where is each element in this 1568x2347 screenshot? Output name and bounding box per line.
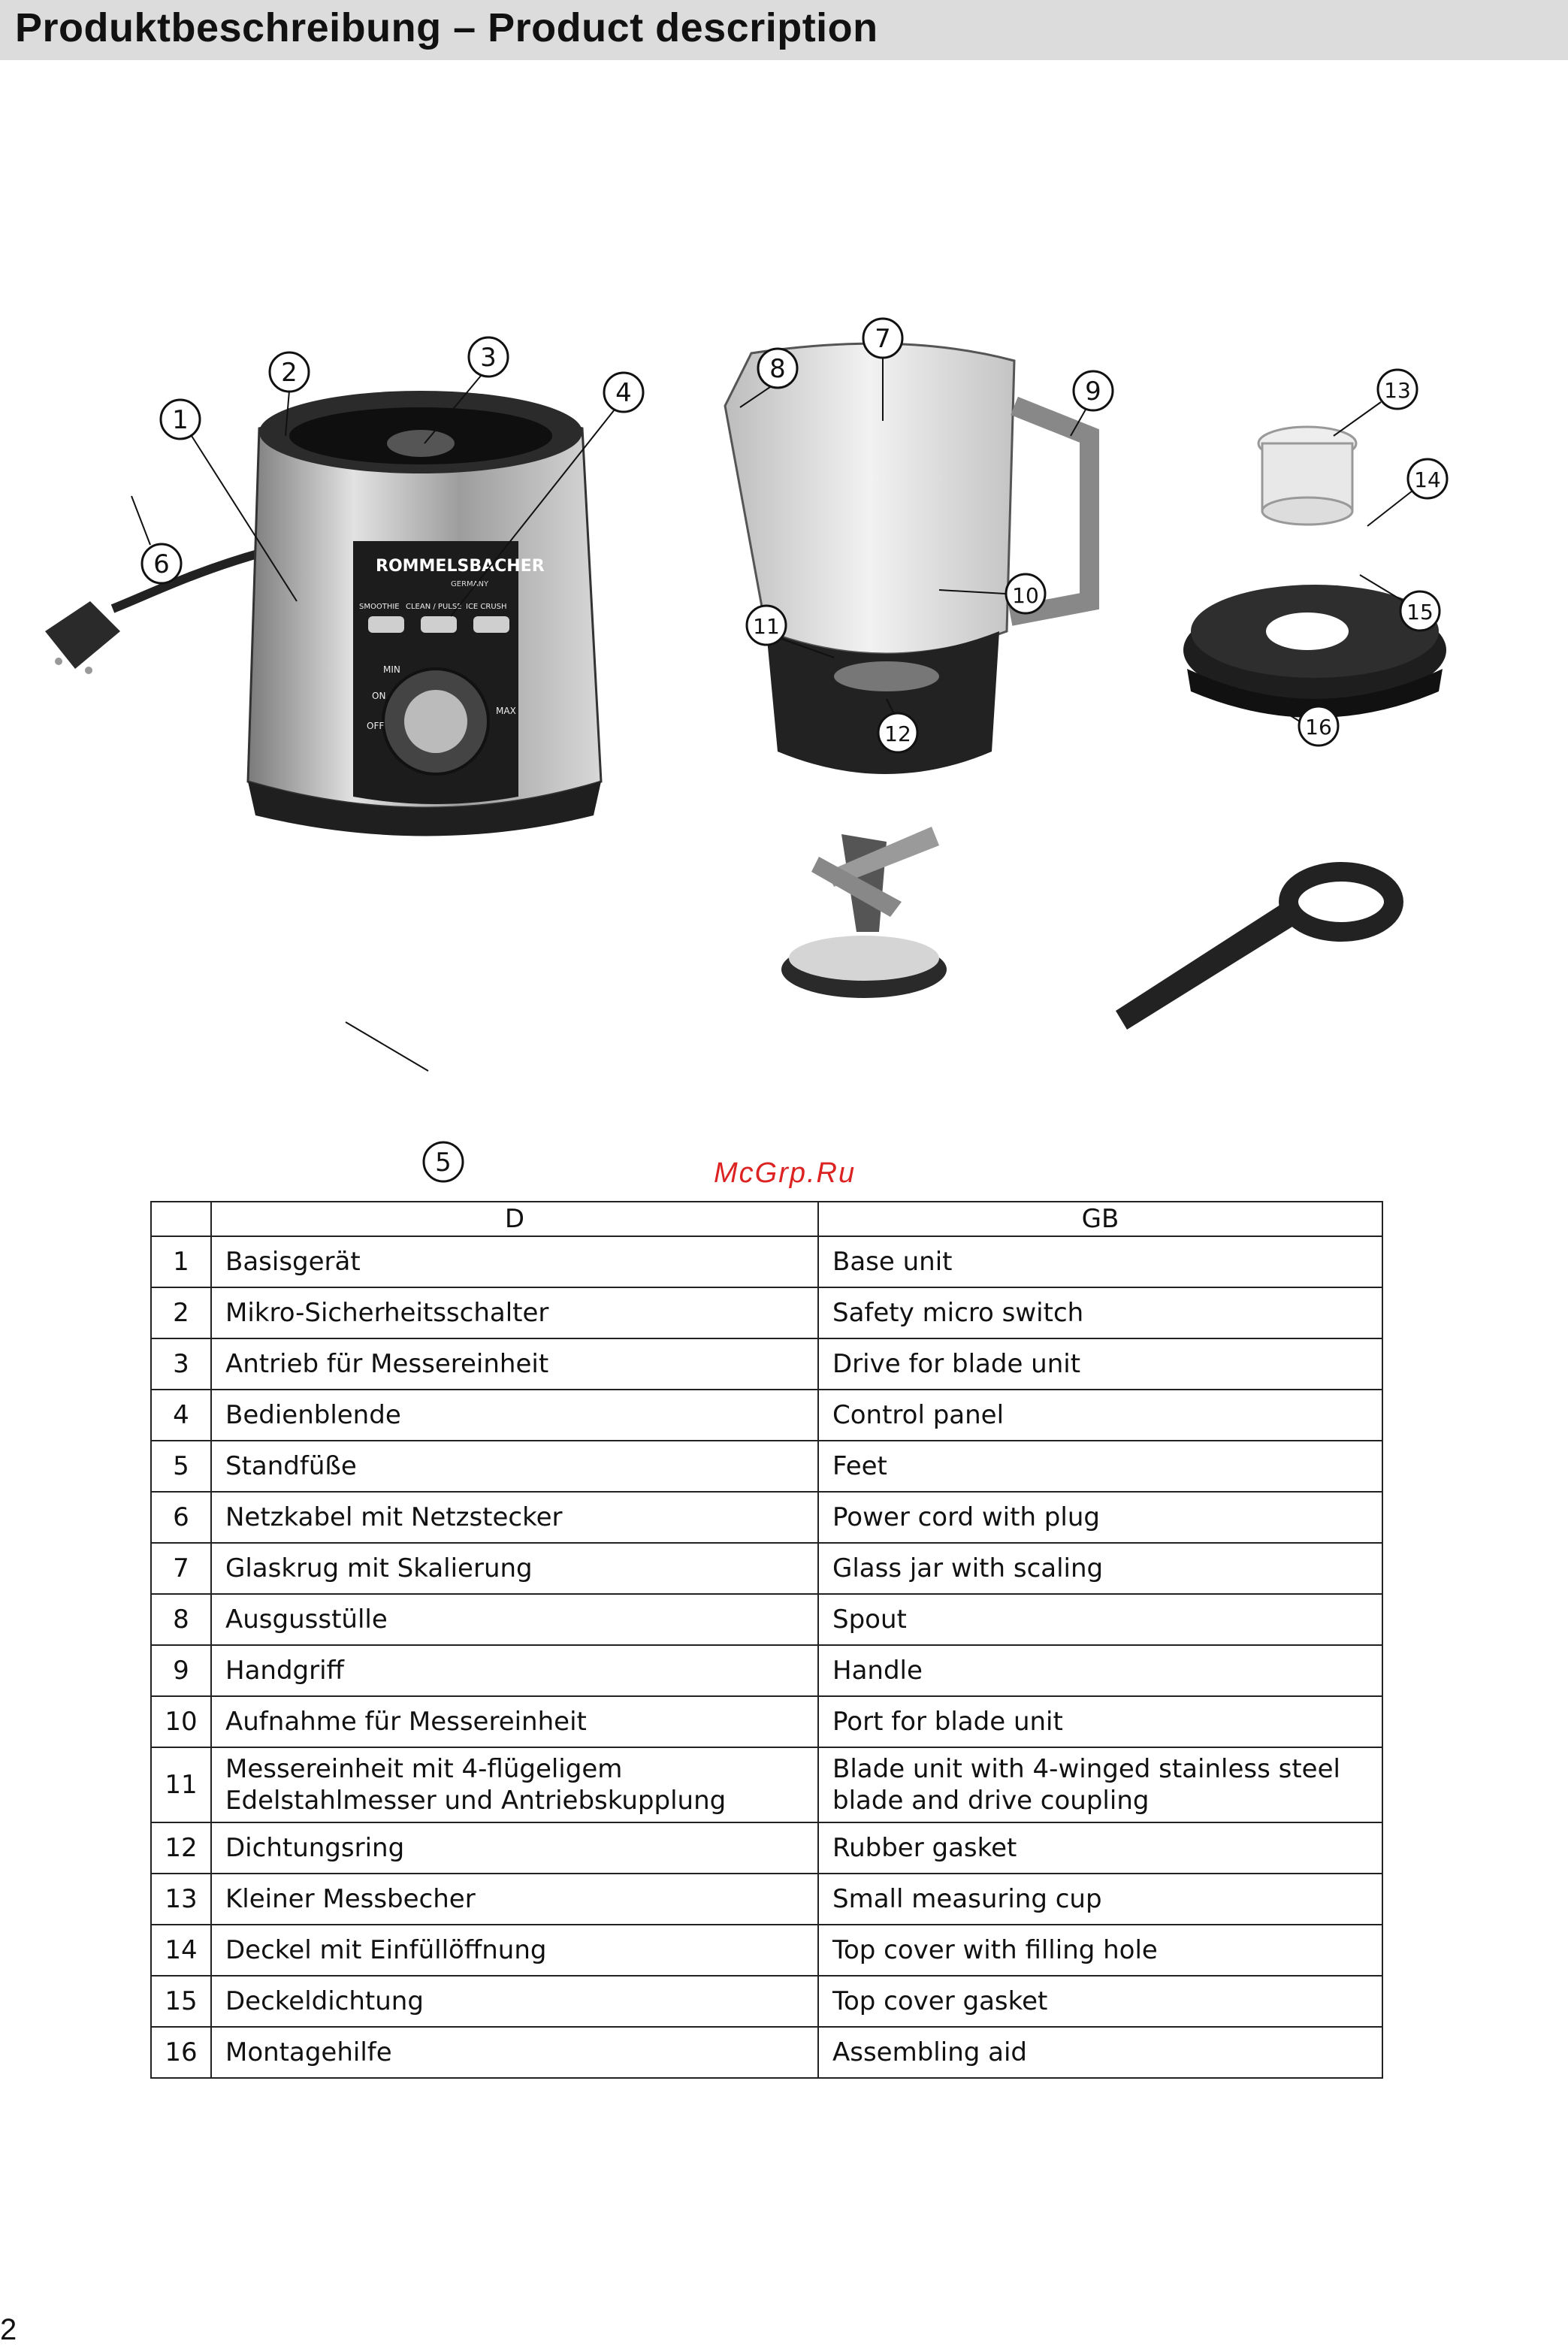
row-gb: Port for blade unit [818,1696,1382,1747]
row-num: 8 [151,1594,211,1645]
row-num: 1 [151,1236,211,1287]
row-gb: Assembling aid [818,2027,1382,2078]
callout-5 [346,1022,463,1181]
header-bar [0,0,1568,60]
row-num: 11 [151,1747,211,1822]
brand-subtitle: GERMANY [451,580,489,588]
row-gb: Control panel [818,1390,1382,1441]
svg-text:12: 12 [884,721,911,746]
callout-6 [131,496,181,583]
table-row [151,1390,1382,1441]
row-num: 15 [151,1976,211,2027]
row-num: 14 [151,1925,211,1976]
row-gb: Spout [818,1594,1382,1645]
row-de: Bedienblende [211,1390,818,1441]
row-de: Montagehilfe [211,2027,818,2078]
table-row [151,1976,1382,2027]
table-row [151,1543,1382,1594]
dial-label-off: OFF [367,721,385,731]
header-de: D [211,1202,818,1236]
svg-text:13: 13 [1384,378,1411,403]
page-number: 2 [0,2313,17,2346]
table-row [151,1594,1382,1645]
svg-text:2: 2 [281,358,298,388]
table-row [151,1236,1382,1287]
callout-9 [1071,371,1113,436]
row-num: 3 [151,1338,211,1390]
parts-table [150,1201,1383,2079]
row-gb: Drive for blade unit [818,1338,1382,1390]
brand-logo: ROMMELSBACHER [376,557,545,576]
row-gb: Top cover with filling hole [818,1925,1382,1976]
button-label-smoothie: SMOOTHIE [359,603,400,611]
row-de: Antrieb für Messereinheit [211,1338,818,1390]
table-row [151,1822,1382,1874]
table-row [151,1287,1382,1338]
row-de: Messereinheit mit 4-flügeligem Edelstahlmesser und Antriebskupplung [211,1747,818,1822]
row-de: Deckeldichtung [211,1976,818,2027]
table-row [151,1338,1382,1390]
callout-13 [1334,370,1417,436]
watermark: McGrp.Ru [714,1157,857,1189]
row-gb: Small measuring cup [818,1874,1382,1925]
header-num [151,1202,211,1236]
row-gb: Glass jar with scaling [818,1543,1382,1594]
row-num: 12 [151,1822,211,1874]
row-de: Ausgusstülle [211,1594,818,1645]
assembling-aid [1116,872,1394,1030]
row-num: 10 [151,1696,211,1747]
button-label-clean-pulse: CLEAN / PULSE [406,603,462,611]
row-num: 5 [151,1441,211,1492]
table-row [151,2027,1382,2078]
row-de: Deckel mit Einfüllöffnung [211,1925,818,1976]
svg-text:7: 7 [875,324,891,354]
callout-14 [1367,459,1447,526]
table-row [151,1925,1382,1976]
table-row [151,1747,1382,1822]
table-row [151,1696,1382,1747]
svg-text:10: 10 [1012,583,1039,608]
button-label-ice-crush: ICE CRUSH [466,603,507,611]
svg-text:8: 8 [769,354,786,384]
row-de: Mikro-Sicherheitsschalter [211,1287,818,1338]
row-de: Standfüße [211,1441,818,1492]
svg-text:15: 15 [1406,600,1434,625]
row-gb: Feet [818,1441,1382,1492]
row-num: 4 [151,1390,211,1441]
row-de: Dichtungsring [211,1822,818,1874]
glass-jar [725,343,1089,774]
row-gb: Safety micro switch [818,1287,1382,1338]
row-de: Aufnahme für Messereinheit [211,1696,818,1747]
blade-unit [781,827,947,998]
row-de: Glaskrug mit Skalierung [211,1543,818,1594]
svg-text:4: 4 [615,378,632,408]
row-num: 6 [151,1492,211,1543]
row-gb: Base unit [818,1236,1382,1287]
row-gb: Top cover gasket [818,1976,1382,2027]
row-num: 7 [151,1543,211,1594]
dial-label-min: MIN [383,664,400,675]
row-de: Kleiner Messbecher [211,1874,818,1925]
table-row [151,1492,1382,1543]
table-row [151,1645,1382,1696]
row-gb: Rubber gasket [818,1822,1382,1874]
base-unit [248,391,601,836]
svg-text:6: 6 [153,549,170,579]
row-num: 13 [151,1874,211,1925]
row-num: 2 [151,1287,211,1338]
row-de: Handgriff [211,1645,818,1696]
row-gb: Blade unit with 4-winged stainless steel blade and drive coupling [818,1747,1382,1822]
row-de: Netzkabel mit Netzstecker [211,1492,818,1543]
header-gb: GB [818,1202,1382,1236]
table-row [151,1441,1382,1492]
row-de: Basisgerät [211,1236,818,1287]
svg-text:16: 16 [1305,715,1332,739]
dial-label-on: ON [372,691,386,701]
svg-text:9: 9 [1085,377,1101,407]
row-gb: Power cord with plug [818,1492,1382,1543]
row-gb: Handle [818,1645,1382,1696]
svg-text:14: 14 [1414,467,1441,492]
measuring-cup [1258,427,1356,525]
table-header-row [151,1202,1382,1236]
table-row [151,1874,1382,1925]
svg-text:1: 1 [172,405,189,435]
svg-text:3: 3 [480,343,497,373]
row-num: 16 [151,2027,211,2078]
svg-text:5: 5 [435,1148,452,1178]
dial-label-max: MAX [496,706,516,716]
page-title: Produktbeschreibung – Product description [15,5,878,50]
row-num: 9 [151,1645,211,1696]
svg-text:11: 11 [753,614,780,639]
